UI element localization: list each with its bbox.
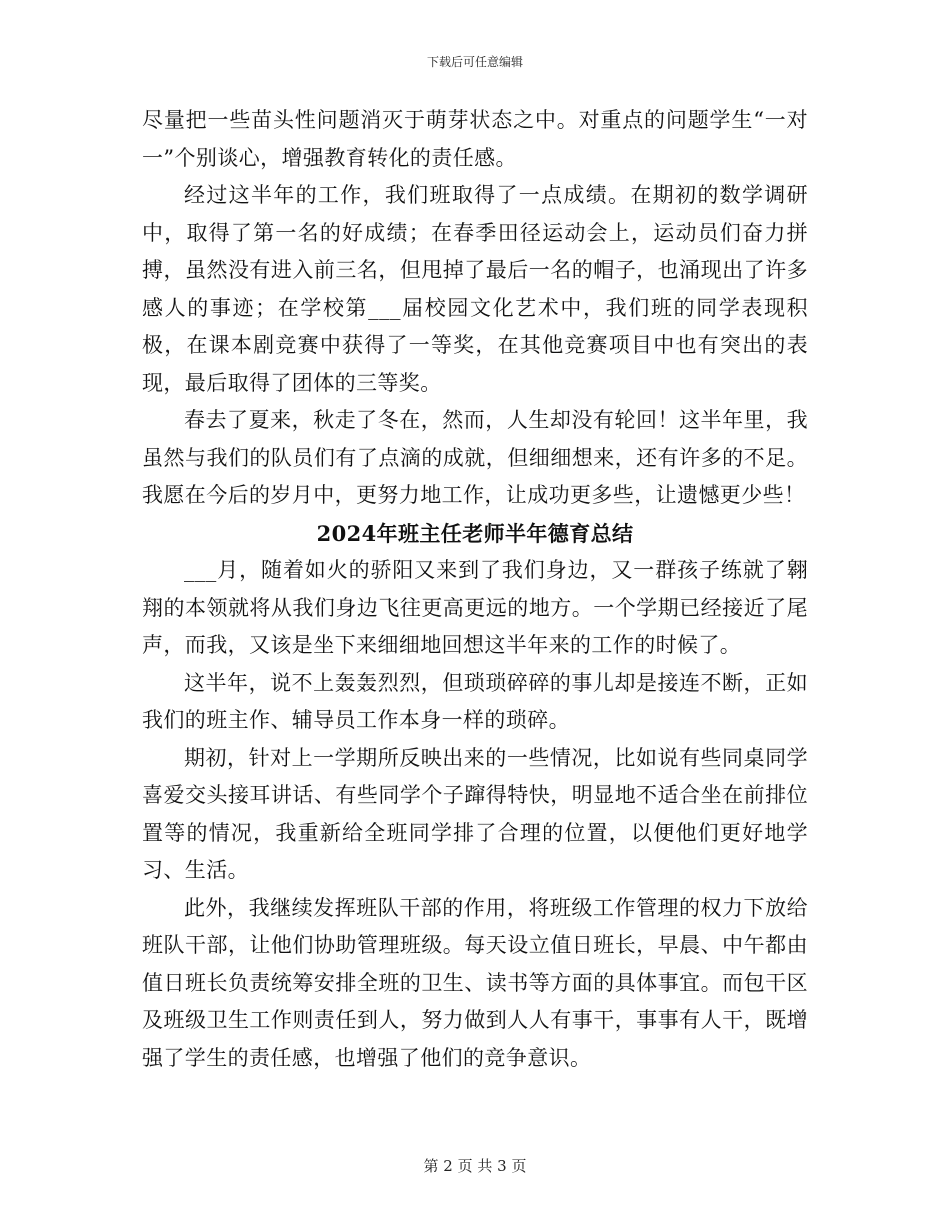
paragraph: 经过这半年的工作，我们班取得了一点成绩。在期初的数学调研中，取得了第一名的好成绩；在春季田径运动会上，运动员们奋力拼搏，虽然没有进入前三名，但甩掉了最后一名的帽子，也涌现出了许多感人的事迹；在学校第___届校园文化艺术中，我们班的同学表现积极，在课本剧竞赛中获得了一等奖，在其他竞赛项目中也有突出的表现，最后取得了团体的三等奖。 bbox=[142, 183, 808, 395]
paragraph: 春去了夏来，秋走了冬在，然而，人生却没有轮回！这半年里，我虽然与我们的队员们有了点滴的成就，但细细想来，还有许多的不足。我愿在今后的岁月中，更努力地工作，让成功更多些，让遗憾更少些！ bbox=[142, 408, 808, 507]
paragraph: 此外，我继续发挥班队干部的作用，将班级工作管理的权力下放给班队干部，让他们协助管理班级。每天设立值日班长，早晨、中午都由值日班长负责统筹安排全班的卫生、读书等方面的具体事宜。而包干区及班级卫生工作则责任到人，努力做到人人有事干，事事有人干，既增强了学生的责任感，也增强了他们的竞争意识。 bbox=[142, 895, 808, 1070]
section-title: 2024年班主任老师半年德育总结 bbox=[316, 520, 634, 546]
paragraph: 这半年，说不上轰轰烈烈，但琐琐碎碎的事儿却是接连不断，正如我们的班主作、辅导员工作本身一样的琐碎。 bbox=[142, 670, 808, 732]
paragraph: 尽量把一些苗头性问题消灭于萌芽状态之中。对重点的问题学生“一对一”个别谈心，增强教育转化的责任感。 bbox=[142, 108, 808, 170]
page-number: 第 2 页 共 3 页 bbox=[423, 1157, 527, 1175]
paragraph: ___月，随着如火的骄阳又来到了我们身边，又一群孩子练就了翱翔的本领就将从我们身边飞往更高更远的地方。一个学期已经接近了尾声，而我，又该是坐下来细细地回想这半年来的工作的时候了。 bbox=[142, 558, 808, 657]
document-body bbox=[142, 102, 808, 1077]
page-header: 下载后可任意编辑 bbox=[426, 55, 523, 69]
paragraph: 期初，针对上一学期所反映出来的一些情况，比如说有些同桌同学喜爱交头接耳讲话、有些同学个子蹿得特快，明显地不适合坐在前排位置等的情况，我重新给全班同学排了合理的位置，以便他们更好地学习、生活。 bbox=[142, 745, 808, 882]
